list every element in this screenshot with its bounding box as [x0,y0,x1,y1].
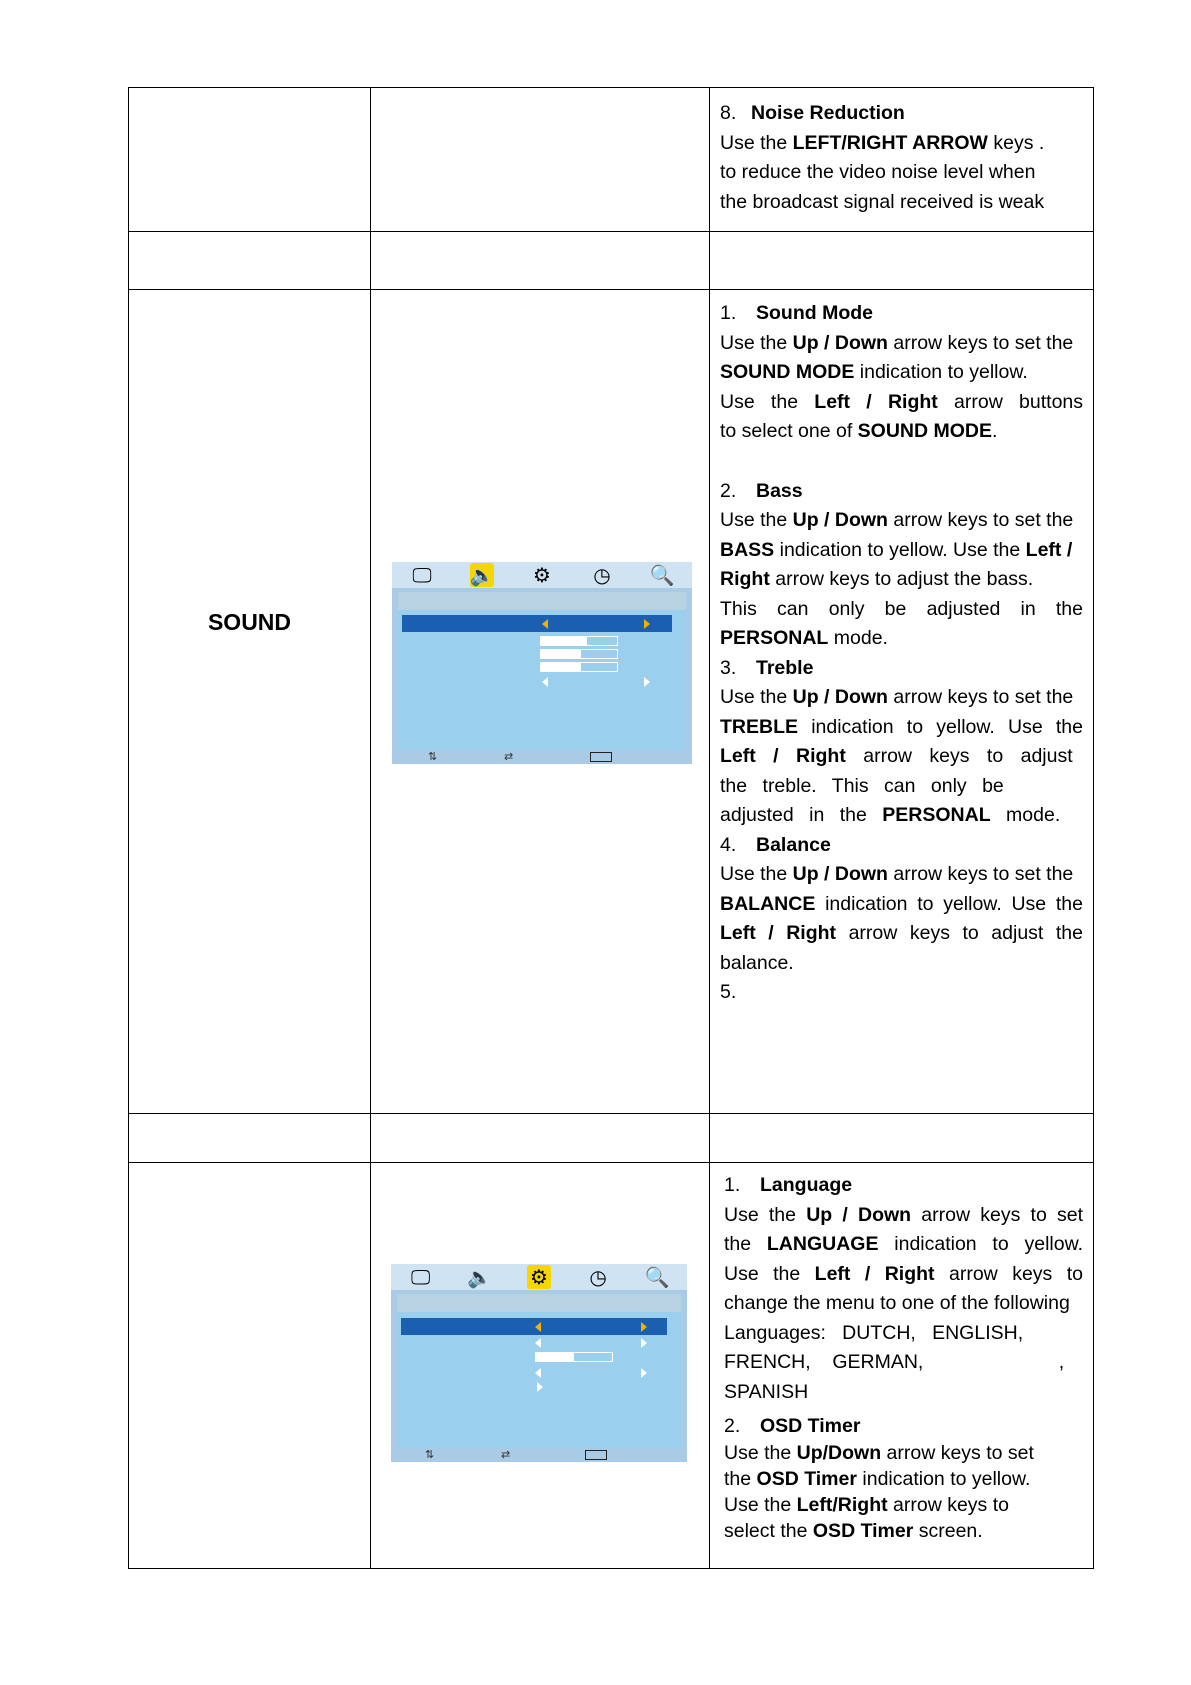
row1-label-cell [129,88,371,232]
setup-item1-line: the LANGUAGE indication to yellow. [724,1233,1083,1255]
speaker-icon: 🔈 [467,1265,493,1289]
gear-icon: ⚙ [527,1265,551,1289]
sound-item4-line: BALANCE indication to yellow. Use the [720,892,1083,915]
osd-icon-bar [391,1264,687,1290]
sound-item3-line: adjusted in the PERSONAL mode. [720,804,1061,826]
arrow-right-icon [641,1338,647,1348]
setup-item1-line: Use the Up / Down arrow keys to set [724,1203,1083,1226]
magnifier-icon: 🔍 [649,563,675,587]
sound-item4-heading: 4. Balance [720,833,831,856]
adjust-icon: ⇄ [504,750,514,763]
arrow-left-icon [535,1368,541,1378]
sound-item3-line: the treble. This can only be [720,774,1004,797]
osd-level-fill [541,663,581,671]
sound-item5-heading: 5. [720,981,737,1003]
osd-header-bar [397,1294,681,1312]
clock-icon: ◷ [593,563,611,587]
sound-label-cell [129,290,371,1114]
manual-page [128,87,1093,1567]
noise-reduction-heading: 8. Noise Reduction [720,102,905,124]
spacer-cell [129,1114,371,1163]
osd-level-bar [535,1352,613,1362]
setup-item2-line: the OSD Timer indication to yellow. [724,1468,1031,1490]
sound-item1-heading: 1. Sound Mode [720,302,873,324]
spacer-cell [129,232,371,290]
arrow-right-icon [641,1368,647,1378]
sound-item1-line: Use the Up / Down arrow keys to set the [720,331,1074,354]
setup-osd-cell [371,1163,710,1569]
osd-level-fill [536,1353,574,1361]
menu-key-icon [590,752,612,762]
osd-body [398,592,686,750]
setup-item1-heading: 1. Language [724,1174,853,1196]
setup-item2-line: Use the Up/Down arrow keys to set [724,1442,1034,1464]
monitor-icon: 🖵 [412,563,432,587]
sound-item2-heading: 2. Bass [720,479,803,502]
speaker-icon: 🔈 [469,563,495,587]
updown-icon: ⇅ [428,750,438,763]
sound-osd-menu [392,562,692,764]
osd-level-fill [541,637,587,645]
arrow-right-icon [641,1322,647,1332]
sound-item2-line: Right arrow keys to adjust the bass. [720,568,1034,590]
sound-item2-line: PERSONAL mode. [720,627,888,649]
osd-header-bar [398,592,686,610]
arrow-left-icon [535,1322,541,1332]
osd-selected-row [402,615,672,632]
setup-item1-line: change the menu to one of the following [724,1292,1070,1314]
spacer-cell [710,1114,1094,1163]
osd-footer [391,1448,687,1462]
setup-item2-heading: 2. OSD Timer [724,1415,861,1437]
osd-instruction-table [128,87,1094,1569]
noise-reduction-line2: to reduce the video noise level when [720,161,1036,183]
row1-image-cell [371,88,710,232]
sound-item3-line: Use the Up / Down arrow keys to set the [720,686,1074,708]
setup-osd-menu [391,1264,687,1462]
sound-item1-line: Use the Left / Right arrow buttons [720,390,1084,413]
osd-level-bar [540,649,618,659]
osd-icon-bar [392,562,692,588]
sound-item3-line: Left / Right arrow keys to adjust [720,745,1073,767]
arrow-left-icon [535,1338,541,1348]
setup-item1-line: Languages: DUTCH, ENGLISH, [724,1321,1024,1344]
osd-body [397,1294,681,1448]
arrow-right-icon [537,1382,543,1392]
sound-item2-line: This can only be adjusted in the [720,597,1083,620]
sound-item4-line: Left / Right arrow keys to adjust the [720,922,1083,944]
noise-reduction-line3: the broadcast signal received is weak [720,190,1045,213]
section-label-sound: SOUND [207,609,292,635]
noise-reduction-line1: Use the LEFT/RIGHT ARROW keys . [720,131,1045,154]
osd-level-bar [540,636,618,646]
sound-item1-line: to select one of SOUND MODE. [720,420,998,442]
clock-icon: ◷ [589,1265,607,1289]
osd-selected-row [401,1318,667,1335]
spacer-cell [371,1114,710,1163]
updown-icon: ⇅ [425,1448,435,1461]
sound-item1-line: SOUND MODE indication to yellow. [720,361,1028,383]
sound-item3-line: TREBLE indication to yellow. Use the [720,715,1083,738]
menu-key-icon [585,1450,607,1460]
osd-level-bar [540,662,618,672]
osd-level-fill [541,650,581,658]
spacer-cell [710,232,1094,290]
magnifier-icon: 🔍 [644,1265,670,1289]
setup-item1-line: SPANISH [724,1380,809,1403]
setup-item2-line: select the OSD Timer screen. [724,1520,983,1542]
noise-reduction-cell [710,88,1094,232]
sound-item3-heading: 3. Treble [720,656,814,679]
arrow-right-icon [644,619,650,629]
arrow-left-icon [542,619,548,629]
sound-osd-cell [371,290,710,1114]
monitor-icon: 🖵 [410,1265,431,1289]
setup-item1-line: Use the Left / Right arrow keys to [724,1262,1083,1285]
setup-description-cell [710,1163,1094,1569]
setup-item1-line: FRENCH, GERMAN, , [724,1351,1065,1373]
gear-icon: ⚙ [533,563,551,587]
arrow-right-icon [644,677,650,687]
setup-item2-line: Use the Left/Right arrow keys to [724,1494,1009,1516]
osd-footer [392,750,692,764]
sound-item2-line: Use the Up / Down arrow keys to set the [720,509,1074,531]
sound-item4-line: Use the Up / Down arrow keys to set the [720,863,1074,885]
sound-item4-line: balance. [720,951,794,974]
sound-description-cell [710,290,1094,1114]
spacer-cell [371,232,710,290]
sound-item2-line: BASS indication to yellow. Use the Left / [720,538,1073,561]
arrow-left-icon [542,677,548,687]
adjust-icon: ⇄ [501,1448,511,1461]
setup-label-cell [129,1163,371,1569]
